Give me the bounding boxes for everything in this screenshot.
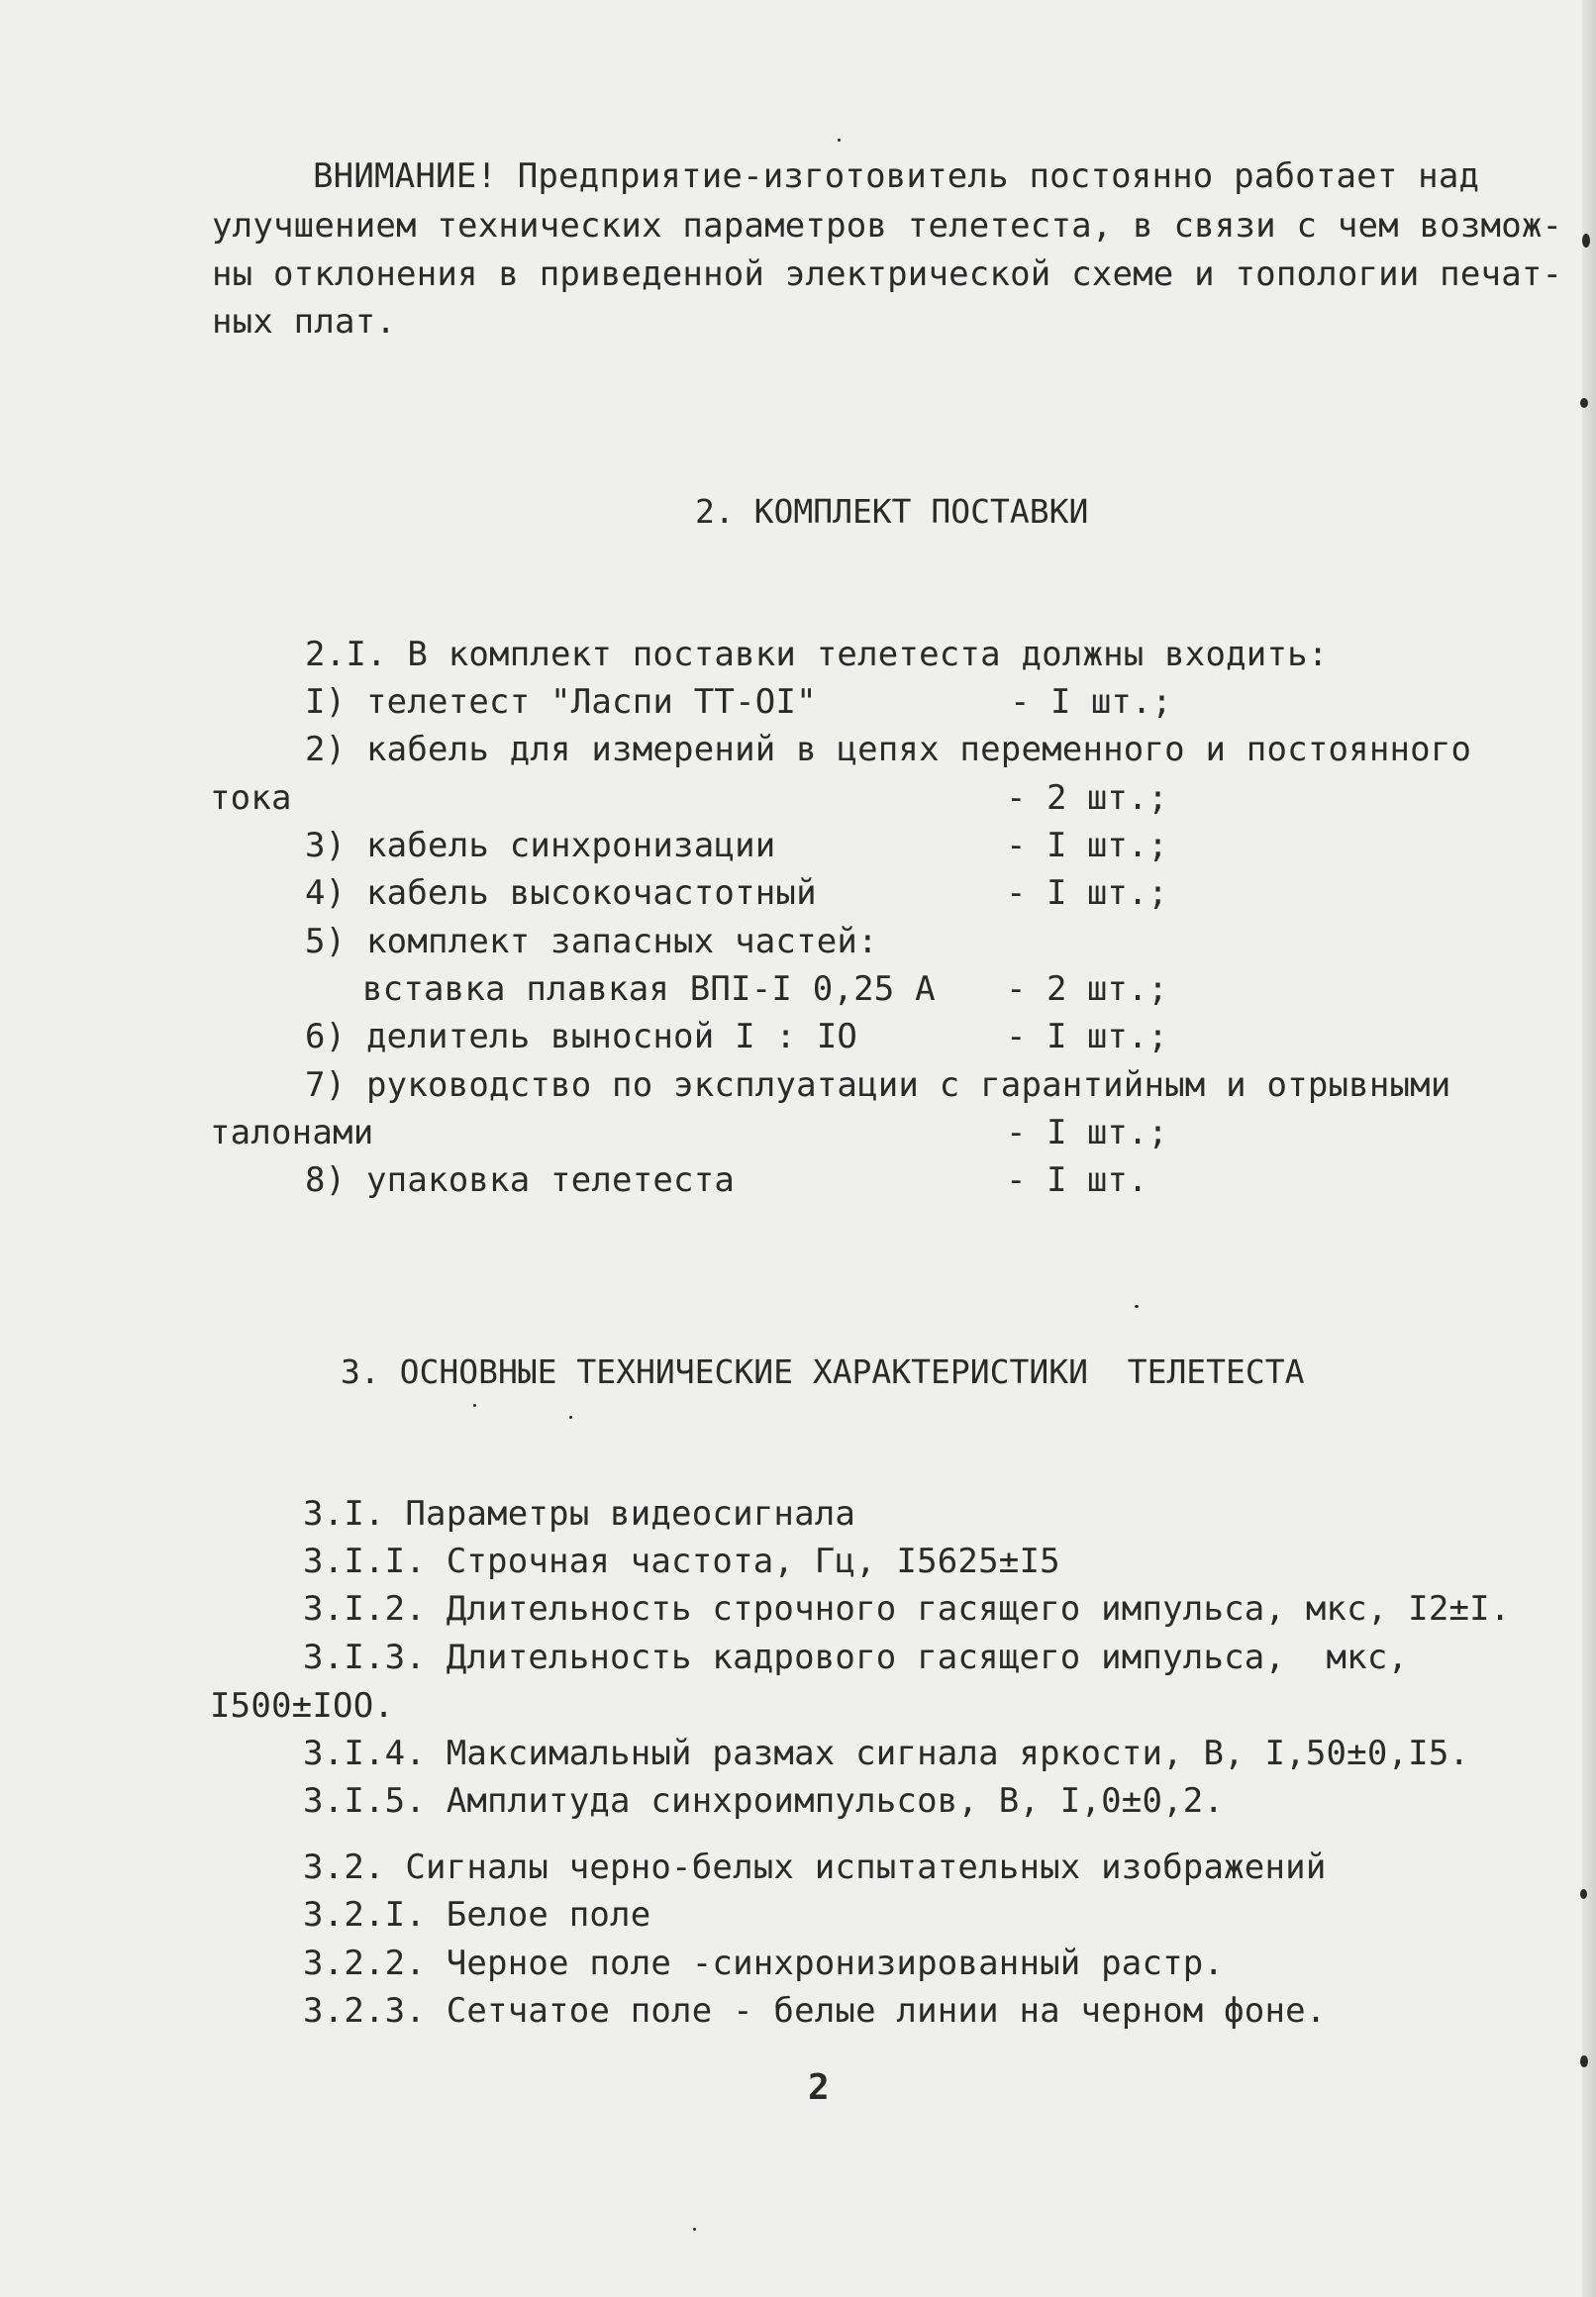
- notice-line-4: ных плат.: [212, 302, 397, 342]
- param-3-1: 3.I. Параметры видеосигнала: [303, 1494, 856, 1534]
- supply-item-1-qty: - I шт.;: [1010, 682, 1172, 722]
- param-3-1-1: 3.I.I. Строчная частота, Гц, I5625±I5: [303, 1542, 1060, 1581]
- notice-line-2: улучшением технических параметров телетеста, в связи с чем возмож-: [212, 206, 1563, 246]
- scan-mark: [838, 139, 841, 142]
- scan-mark: [1580, 1889, 1587, 1899]
- param-3-2: 3.2. Сигналы черно-белых испытательных изображений: [303, 1848, 1327, 1887]
- supply-item-3-qty: - I шт.;: [1006, 826, 1168, 865]
- supply-item-7-qty: - I шт.;: [1006, 1113, 1168, 1152]
- scan-mark: [1580, 2055, 1588, 2067]
- supply-item-4-qty: - I шт.;: [1006, 873, 1168, 913]
- section-2-intro: 2.I. В комплект поставки телетеста должны входить:: [305, 635, 1329, 674]
- supply-item-8: 8) упаковка телетеста: [305, 1160, 736, 1200]
- page-number: 2: [808, 2067, 830, 2108]
- supply-item-7: 7) руководство по эксплуатации с гарантийным и отрывными: [305, 1065, 1451, 1105]
- param-3-2-2: 3.2.2. Черное поле -синхронизированный растр.: [303, 1944, 1225, 1983]
- param-3-2-1: 3.2.I. Белое поле: [303, 1895, 651, 1935]
- section-2-heading: 2. КОМПЛЕКТ ПОСТАВКИ: [695, 492, 1089, 531]
- supply-item-6: 6) делитель выносной I : IO: [305, 1017, 858, 1056]
- param-3-1-3: 3.I.3. Длительность кадрового гасящего импульса, мкс,: [303, 1638, 1409, 1677]
- supply-item-2: 2) кабель для измерений в цепях переменного и постоянного: [305, 730, 1472, 769]
- scan-mark: [693, 2228, 696, 2231]
- scan-mark: [473, 1404, 476, 1407]
- supply-item-1: I) телетест "Ласпи ТТ-OI": [305, 682, 817, 722]
- scan-mark: [1582, 234, 1590, 248]
- supply-item-2-cont: тока: [210, 778, 292, 818]
- supply-item-4: 4) кабель высокочастотный: [305, 873, 817, 913]
- section-3-heading: 3. ОСНОВНЫЕ ТЕХНИЧЕСКИЕ ХАРАКТЕРИСТИКИ ТЕЛЕТЕСТА: [341, 1352, 1305, 1391]
- supply-item-3: 3) кабель синхронизации: [305, 826, 776, 865]
- scan-edge-shadow: [1582, 0, 1596, 2297]
- scan-mark: [1135, 1305, 1139, 1308]
- supply-item-6-qty: - I шт.;: [1006, 1017, 1168, 1056]
- notice-line-1: ВНИМАНИЕ! Предприятие-изготовитель постоянно работает над: [313, 156, 1480, 196]
- param-3-1-3-cont: I500±IOO.: [210, 1686, 395, 1726]
- param-3-1-5: 3.I.5. Амплитуда синхроимпульсов, В, I,0±0,2.: [303, 1781, 1225, 1821]
- param-3-1-4: 3.I.4. Максимальный размах сигнала яркости, В, I,50±0,I5.: [303, 1734, 1470, 1773]
- supply-item-2-qty: - 2 шт.;: [1006, 778, 1168, 818]
- param-3-2-3: 3.2.3. Сетчатое поле - белые линии на черном фоне.: [303, 1991, 1327, 2031]
- scan-mark: [569, 1416, 572, 1419]
- param-3-1-2: 3.I.2. Длительность строчного гасящего импульса, мкс, I2±I.: [303, 1589, 1511, 1629]
- supply-item-8-qty: - I шт.: [1006, 1160, 1148, 1200]
- supply-item-5-qty: - 2 шт.;: [1006, 969, 1168, 1009]
- scan-mark: [1580, 398, 1588, 408]
- supply-item-5-sub: вставка плавкая ВПI-I 0,25 А: [362, 969, 936, 1009]
- supply-item-7-cont: талонами: [210, 1113, 374, 1152]
- supply-item-5: 5) комплект запасных частей:: [305, 922, 878, 961]
- notice-line-3: ны отклонения в приведенной электрической схеме и топологии печат-: [212, 254, 1563, 294]
